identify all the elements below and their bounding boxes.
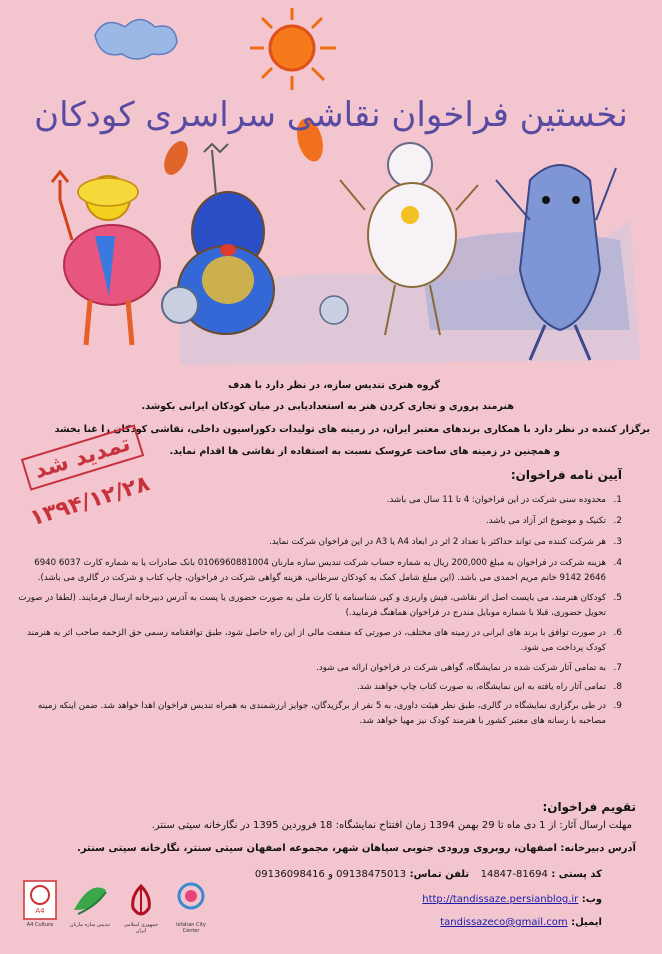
bear-figure bbox=[159, 137, 274, 334]
intro-line-1: گروه هنری تندیس سازه، در نظر دارد با هدف bbox=[228, 380, 440, 391]
email-row bbox=[440, 917, 602, 928]
rule-item: 5. کودکان هنرمند، می بایست اصل اثر نقاشی، فیش واریزی و کپی شناسنامه یا کارت ملی به صورت حضوری یا پست به آدرس دبیرخانه ارسال فرمایند. (لطفا در صورت تحویل حضوری، قبلا با شماره موبایل مندرج در فراخوان هماهنگ فرمایید.) bbox=[18, 593, 622, 619]
email-label: ایمیل: bbox=[571, 917, 602, 928]
city-center-logo: Isfahan City Center bbox=[170, 880, 212, 942]
rule-item: 4. هزینه شرکت در فراخوان به مبلغ 200,000 ریال به شماره حساب شرکت تندیس سازه مارنان 0106960881004 بانک صادرات یا به شماره کارت 6037 6940 2646 9142 خانم مریم احمدی می باشد. (این مبلغ شامل کمک به کودکان سرطانی، هزینه گواهی شرکت در فراخوان، چاپ کتاب و شرکت در گالری می باشد). bbox=[34, 558, 622, 584]
calendar-heading: تقویم فراخوان: bbox=[542, 800, 636, 814]
stamp-date: ۱۳۹۴/۱۲/۲۸ bbox=[27, 471, 153, 532]
intro-line-2: هنرمند پروری و تجاری کردن هنر به استعدادیابی در میان کودکان ایرانی بکوشد. bbox=[141, 401, 514, 412]
postal-code: 81694-14847 bbox=[480, 869, 548, 880]
intro-line-4: و همچنین در زمینه های ساخت عروسک نسبت به استفاده از نقاشی ها اقدام نماید. bbox=[169, 446, 560, 457]
rule-item: 2. تکنیک و موضوع اثر آزاد می باشد. bbox=[486, 516, 622, 527]
rules-list bbox=[18, 493, 620, 733]
rule-item: 6. در صورت توافق با برند های ایرانی در زمینه های مختلف، در صورتی که منفعت مالی از این راه حاصل شود، طبق توافقنامه رسمی حق الزحمه صاحب اثر به هنرمند کودک پرداخت می شود. bbox=[27, 628, 622, 654]
rule-item: 8. تمامی آثار راه یافته به این نمایشگاه، به صورت کتاب چاپ خواهند شد. bbox=[356, 682, 622, 693]
sun-icon bbox=[250, 8, 336, 90]
a4-culture-logo: A4 A4 Culture bbox=[22, 880, 58, 942]
rules-heading: آیین نامه فراخوان: bbox=[510, 468, 622, 482]
iran-emblem-logo: جمهوری اسلامی ایران bbox=[120, 880, 162, 942]
svg-text:A4: A4 bbox=[35, 907, 45, 915]
intro-line-3: برگزار کننده در نظر دارد با همکاری برندهای معتبر ایران، در زمینه های تولیدات دکوراسیون داخلی، نقاشی کودکان را غنا بخشد bbox=[54, 424, 650, 435]
calendar-text: مهلت ارسال آثار: از 1 دی ماه تا 29 بهمن 1394 زمان افتتاح نمایشگاه: 18 فروردین 1395 در نگارخانه سیتی سنتر. bbox=[151, 820, 632, 831]
postal-label: کد پستی : bbox=[551, 869, 602, 880]
rule-item: 1. محدوده سنی شرکت در این فراخوان: 4 تا 11 سال می باشد. bbox=[386, 495, 622, 505]
web-row bbox=[422, 894, 602, 905]
rule-item: 9. در طی برگزاری نمایشگاه در گالری، طبق نظر هیئت داوری، به 5 نفر از برگزیدگان، جوایز ارزشمندی به همراه تندیس فراخوان اهدا خواهد شد. ضمن اینکه زمینه مصاحبه با رسانه های معتبر کشور با هنرمند کودک نیز مهیا خواهد شد. bbox=[38, 701, 622, 727]
rule-item: 7. به تمامی آثار شرکت شده در نمایشگاه، گواهی شرکت در فراخوان ارائه می شود. bbox=[316, 663, 622, 674]
cloud-icon bbox=[95, 20, 177, 60]
rule-item: 3. هر شرکت کننده می تواند حداکثر با تعداد 2 اثر در ابعاد A4 یا A3 در این فراخوان شرکت نماید. bbox=[269, 537, 622, 548]
address-row bbox=[77, 843, 636, 854]
web-link[interactable]: http://tandissaze.persianblog.ir bbox=[422, 894, 579, 905]
poster-title: نخستین فراخوان نقاشی سراسری کودکان bbox=[34, 95, 628, 135]
tandis-logo: تندیس سازه مارنان bbox=[68, 880, 112, 942]
address-label: آدرس دبیرخانه: bbox=[560, 843, 636, 854]
email-link[interactable]: tandissazeco@gmail.com bbox=[440, 917, 568, 928]
phone-numbers: 09138475013 و 09136098416 bbox=[254, 869, 407, 880]
contact-row bbox=[255, 869, 602, 880]
pink-figure bbox=[52, 172, 160, 345]
web-label: وب: bbox=[581, 894, 602, 905]
children-drawing-illustration bbox=[0, 0, 662, 380]
address-text: اصفهان، روبروی ورودی جنوبی سپاهان شهر، مجموعه اصفهان سیتی سنتر، نگارخانه سیتی سنتر. bbox=[77, 843, 557, 854]
phone-label: تلفن تماس: bbox=[409, 869, 470, 880]
stamp-label: تمدید شد bbox=[21, 424, 144, 490]
sponsor-logos bbox=[22, 880, 212, 944]
